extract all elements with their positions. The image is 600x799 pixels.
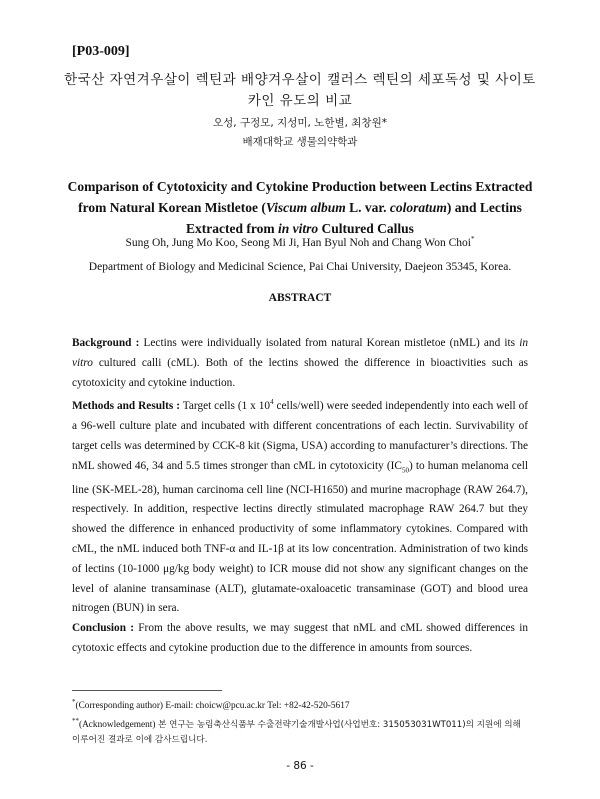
english-affiliation: Department of Biology and Medicinal Science, Pai Chai University, Daejeon 35345, Korea.: [88, 261, 512, 273]
methods-subscript: 50: [401, 465, 409, 474]
background-label: Background :: [72, 337, 140, 349]
footnotes: [72, 695, 528, 748]
english-title-part: Cultured Callus: [318, 221, 414, 236]
english-title: [60, 176, 540, 239]
abstract-code: [P03-009]: [72, 44, 130, 59]
conclusion-label: Conclusion :: [72, 622, 135, 635]
methods-paragraph: [72, 393, 528, 619]
footnote-divider: [72, 690, 222, 691]
background-paragraph: [72, 334, 528, 393]
methods-text: ) to human melanoma cell line (SK-MEL-28), human carcinoma cell line (NCI-H1650) and murine macrophage (RAW 264.7), respectively. In addition, respective lectins directly stimulated macrophage RAW 264.7 but they showed the difference in enhanced productivity of some inflammatory cytokines. Compared with cML, the nML induced both TNF-α and IL-1β at its low concentration. Administration of two kinds of lectins (10-1000 μg/kg body weight) to ICR mouse did not show any significant changes on the level of alanine transaminase (ALT), glutamate-oxaloacetic transaminase (GOT) and blood urea nitrogen (BUN) in sera.: [72, 459, 528, 615]
corresponding-author-mark: *: [470, 235, 475, 243]
english-authors: [0, 235, 600, 249]
conclusion-text: From the above results, we may suggest that nML and cML showed differences in cytotoxic effects and cytokine production due to the difference in amounts from sources.: [72, 622, 528, 654]
korean-title: 한국산 자연겨우살이 렉틴과 배양겨우살이 캘러스 렉틴의 세포독성 및 사이토카인 유도의 비교: [64, 72, 536, 109]
page-number: - 86 -: [286, 760, 314, 772]
abstract-body: [72, 334, 528, 659]
corresponding-footnote: [72, 695, 528, 714]
methods-exponent: 4: [270, 398, 274, 407]
background-in-vitro: in vitro: [72, 337, 528, 369]
footnote-mark: *: [72, 698, 76, 706]
english-title-species: Viscum album: [265, 200, 346, 215]
english-title-variety: coloratum: [389, 200, 447, 215]
english-title-part: ) and Lectins Extracted from: [186, 200, 522, 236]
english-title-in-vitro: in vitro: [278, 221, 319, 236]
background-text: Lectins were individually isolated from natural Korean mistletoe (nML) and its: [139, 337, 520, 349]
english-authors-names: Sung Oh, Jung Mo Koo, Seong Mi Ji, Han Byul Noh and Chang Won Choi: [125, 236, 471, 249]
background-text: cultured calli (cML). Both of the lectins showed the difference in bioactivities such as cytotoxicity and cytokine induction.: [72, 356, 528, 389]
methods-label: Methods and Results :: [72, 400, 181, 413]
acknowledgement-footnote: [72, 714, 528, 748]
english-title-part: Comparison of Cytotoxicity and Cytokine Production between Lectins Extracted from Natural Korean Mistletoe (: [67, 179, 533, 215]
english-title-part: L. var.: [345, 200, 390, 215]
korean-authors: 오성, 구정모, 지성미, 노한별, 최창원*: [213, 117, 387, 129]
acknowledgement-label: (Acknowledgement): [79, 720, 156, 731]
footnote-mark: **: [72, 717, 79, 726]
conclusion-paragraph: [72, 619, 528, 659]
abstract-heading: ABSTRACT: [268, 292, 332, 304]
methods-text: Target cells (1 x 10: [180, 400, 271, 413]
corresponding-text: (Corresponding author) E-mail: choicw@pcu.ac.kr Tel: +82-42-520-5617: [75, 701, 350, 712]
methods-text: cells/well) were seeded independently into each well of a 96-well culture plate and incubated with different concentrations of each lectin. Survivability of target cells was determined by CCK-8 kit (Sigma, USA) according to manufacturer’s directions. The nML showed 46, 34 and 5.5 times stronger than cML in cytotoxicity (IC: [72, 400, 528, 472]
acknowledgement-text: 본 연구는 농림축산식품부 수출전략기술개발사업(사업번호: 315053031WT011)의 지원에 의해 이루어진 결과로 이에 감사드립니다.: [72, 720, 521, 746]
korean-affiliation: 배재대학교 생물의약학과: [242, 136, 358, 148]
